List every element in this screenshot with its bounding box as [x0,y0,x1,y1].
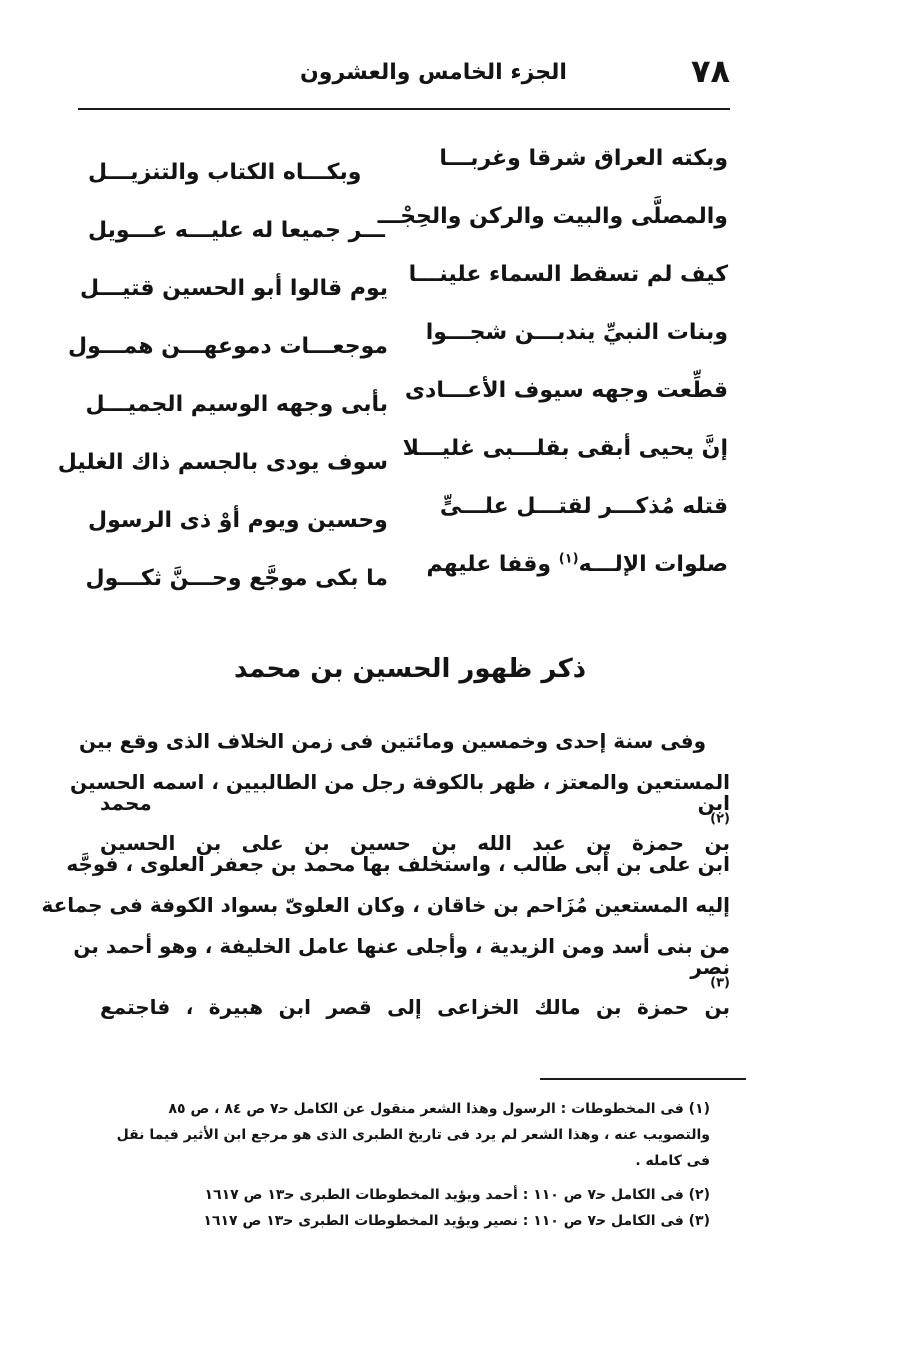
hemistich-right: قتله مُذكـــر لقتـــل علـــىٍّ [439,494,728,519]
hemistich-left: ـــر جميعا له عليـــه عـــويل [88,218,385,243]
text-line: من بنى أسد ومن الزيدية ، وأجلى عنها عامل الخليفة ، وهو أحمد بن [73,933,730,958]
hemistich-left: موجعـــات دموعهـــن همـــول [68,334,388,359]
running-title: الجزء الخامس والعشرون [300,60,567,85]
verse [85,368,728,426]
hemistich-right: كيف لم تسقط السماء علينـــا [408,262,728,287]
footnote-marker[interactable]: (٣) [710,974,730,990]
hemistich-left: سوف يودى بالجسم ذاك الغليل [57,450,388,475]
text-line: وفى سنة إحدى وخمسين ومائتين فى زمن الخلاف الذى وقع بين [79,728,706,753]
footnote-marker[interactable]: (١) [558,551,579,567]
footnote-rule [540,1078,746,1080]
verse [57,426,728,484]
hemistich-left: ما بكى موجَّع وحـــنَّ ثكـــول [85,566,388,591]
text-line: إليه المستعين مُزَاحم بن خاقان ، وكان العلوىّ بسواد الكوفة فى جماعة [41,892,730,917]
verse [85,542,728,600]
verse [88,484,728,542]
footnote-gap [100,1174,710,1182]
verse [79,252,728,310]
footnote-1: (١) فى المخطوطات : الرسول وهذا الشعر منقول عن الكامل ﺣ٧ ص ٨٤ ، ص ٨٥ [168,1101,710,1117]
footnote-3: (٣) فى الكامل ﺣ٧ ص ١١٠ : نصير ويؤيد المخطوطات الطبرى ﺣ١٣ ص ١٦١٧ [203,1213,710,1229]
hemistich-right [428,552,728,577]
page-number: ٧٨ [690,52,730,90]
verse-text: صلوات الإلـــه [578,552,728,577]
text-line: ابن محمد $^{(٢)}$ بن حمزة بن عبد الله بن حسين بن على بن الحسين [100,790,730,855]
verse [88,194,728,252]
body-paragraph [41,720,730,1019]
footnote-1-continued: فى كامله . [635,1153,710,1169]
section-heading: ذكر ظهور الحسين بن محمد [233,654,587,684]
poem [57,136,728,600]
header-rule [78,108,730,110]
hemistich-left: وبكـــاه الكتاب والتنزيـــل [88,160,362,185]
verse [68,310,728,368]
footnote-marker[interactable]: (٢) [710,810,730,826]
verse-text: وقفا عليهم [426,552,559,577]
footnote-2: (٢) فى الكامل ﺣ٧ ص ١١٠ : أحمد ويؤيد المخطوطات الطبرى ﺣ١٣ ص ١٦١٧ [204,1187,710,1203]
hemistich-left: وحسين ويوم أوْ ذى الرسول [88,508,388,533]
hemistich-left: يوم قالوا أبو الحسين قتيـــل [79,276,388,301]
hemistich-right: وبنات النبيِّ يندبـــن شجـــوا [425,320,728,345]
page-header [80,52,730,104]
hemistich-right: والمصلَّى والبيت والركن والحِجْـــ [377,204,728,229]
hemistich-right: إنَّ يحيى أبقى بقلـــبى غليـــلا [402,436,728,461]
hemistich-left: بأبى وجهه الوسيم الجميـــل [85,392,388,417]
verse [88,136,728,194]
footnote-1-continued: والتصويب عنه ، وهذا الشعر لم يرد فى تاريخ الطبرى الذى هو مرجع ابن الأثير فيما نقل [116,1127,710,1143]
text-line: نصر $^{(٣)}$ بن حمزة بن مالك الخزاعى إلى قصر ابن هبيرة ، فاجتمع [100,954,730,1019]
hemistich-right: وبكته العراق شرقا وغربـــا [439,146,728,171]
text-line: ابن على بن أبى طالب ، واستخلف بها محمد بن جعفر العلوى ، فوجَّه [66,851,730,876]
text-line: المستعين والمعتز ، ظهر بالكوفة رجل من الطالبيين ، اسمه الحسين [70,769,730,794]
footnotes [100,1096,710,1234]
hemistich-right: قطِّعت وجهه سيوف الأعـــادى [404,378,728,403]
